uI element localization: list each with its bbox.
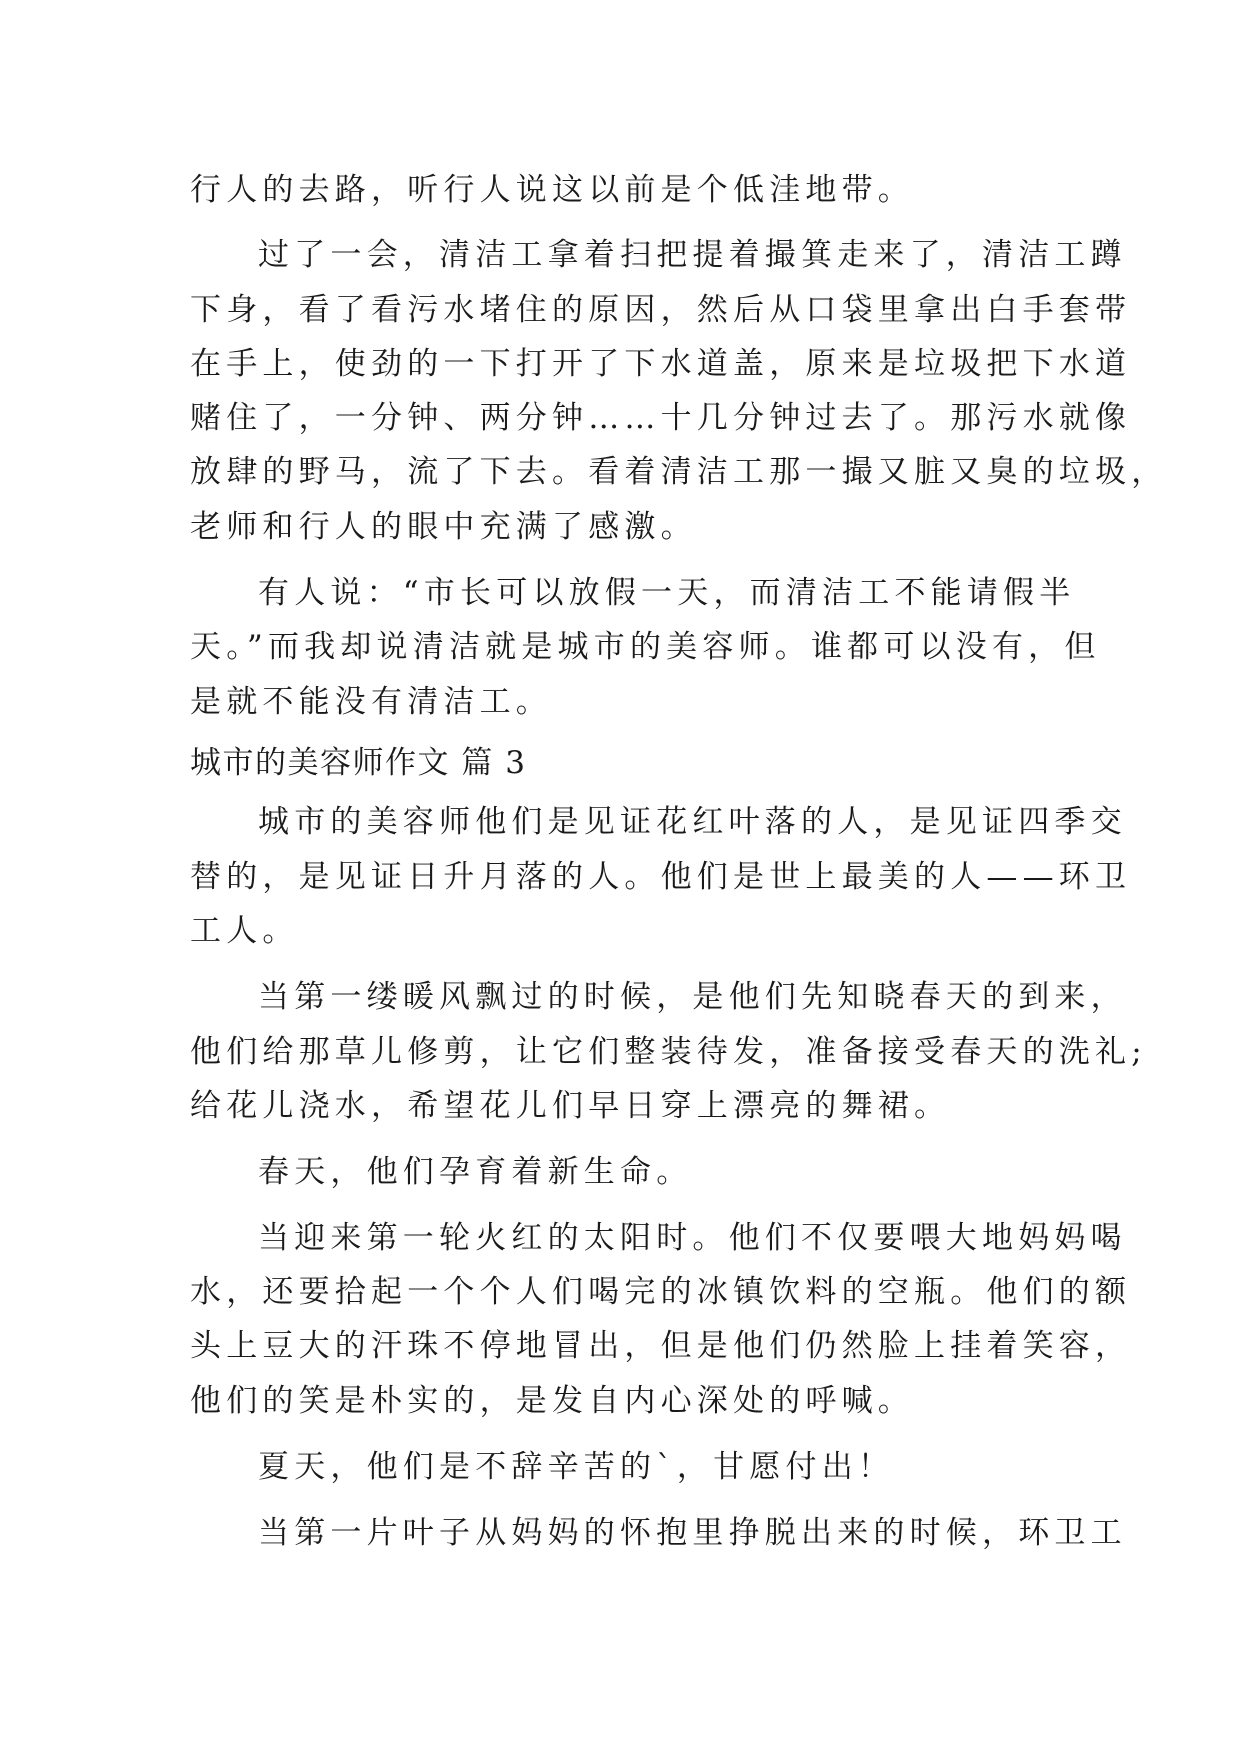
paragraph-line: 是就不能没有清洁工。: [190, 684, 552, 720]
paragraph-line: 他们的笑是朴实的，是发自内心深处的呼喊。: [190, 1383, 914, 1419]
paragraph-line: 替的，是见证日升月落的人。他们是世上最美的人——环卫: [190, 859, 1132, 895]
paragraph-line: 过了一会，清洁工拿着扫把提着撮箕走来了，清洁工蹲: [258, 237, 1127, 273]
paragraph-line: 给花儿浇水，希望花儿们早日穿上漂亮的舞裙。: [190, 1088, 951, 1124]
paragraph-line: 当第一缕暖风飘过的时候，是他们先知晓春天的到来，: [258, 979, 1127, 1015]
paragraph-line: 当迎来第一轮火红的太阳时。他们不仅要喂大地妈妈喝: [258, 1220, 1127, 1256]
paragraph-line: 赌住了，一分钟、两分钟……十几分钟过去了。那污水就像: [190, 400, 1132, 436]
paragraph-line: 在手上，使劲的一下打开了下水道盖，原来是垃圾把下水道: [190, 346, 1132, 382]
paragraph-line: 夏天，他们是不辞辛苦的`，甘愿付出！: [258, 1449, 895, 1485]
paragraph-line: 老师和行人的眼中充满了感激。: [190, 509, 697, 545]
paragraph-line: 头上豆大的汗珠不停地冒出，但是他们仍然脸上挂着笑容，: [190, 1328, 1132, 1364]
paragraph-line: 水，还要拾起一个个人们喝完的冰镇饮料的空瓶。他们的额: [190, 1274, 1132, 1310]
paragraph-line: 当第一片叶子从妈妈的怀抱里挣脱出来的时候，环卫工: [258, 1515, 1127, 1551]
paragraph-line: 放肆的野马，流了下去。看着清洁工那一撮又脏又臭的垃圾，: [190, 454, 1168, 490]
paragraph-line: 有人说：“市长可以放假一天，而清洁工不能请假半: [258, 575, 1076, 611]
paragraph-line: 他们给那草儿修剪，让它们整装待发，准备接受春天的洗礼;: [190, 1034, 1147, 1070]
paragraph-line: 春天，他们孕育着新生命。: [258, 1154, 693, 1190]
paragraph-line: 下身，看了看污水堵住的原因，然后从口袋里拿出白手套带: [190, 292, 1132, 328]
paragraph-line: 天。”而我却说清洁就是城市的美容师。谁都可以没有，但: [190, 629, 1101, 665]
paragraph-line: 工人。: [190, 913, 299, 949]
paragraph-line: 城市的美容师他们是见证花红叶落的人，是见证四季交: [258, 804, 1127, 840]
paragraph-line: 行人的去路，听行人说这以前是个低洼地带。: [190, 172, 914, 208]
section-heading: 城市的美容师作文 篇 3: [190, 745, 527, 781]
